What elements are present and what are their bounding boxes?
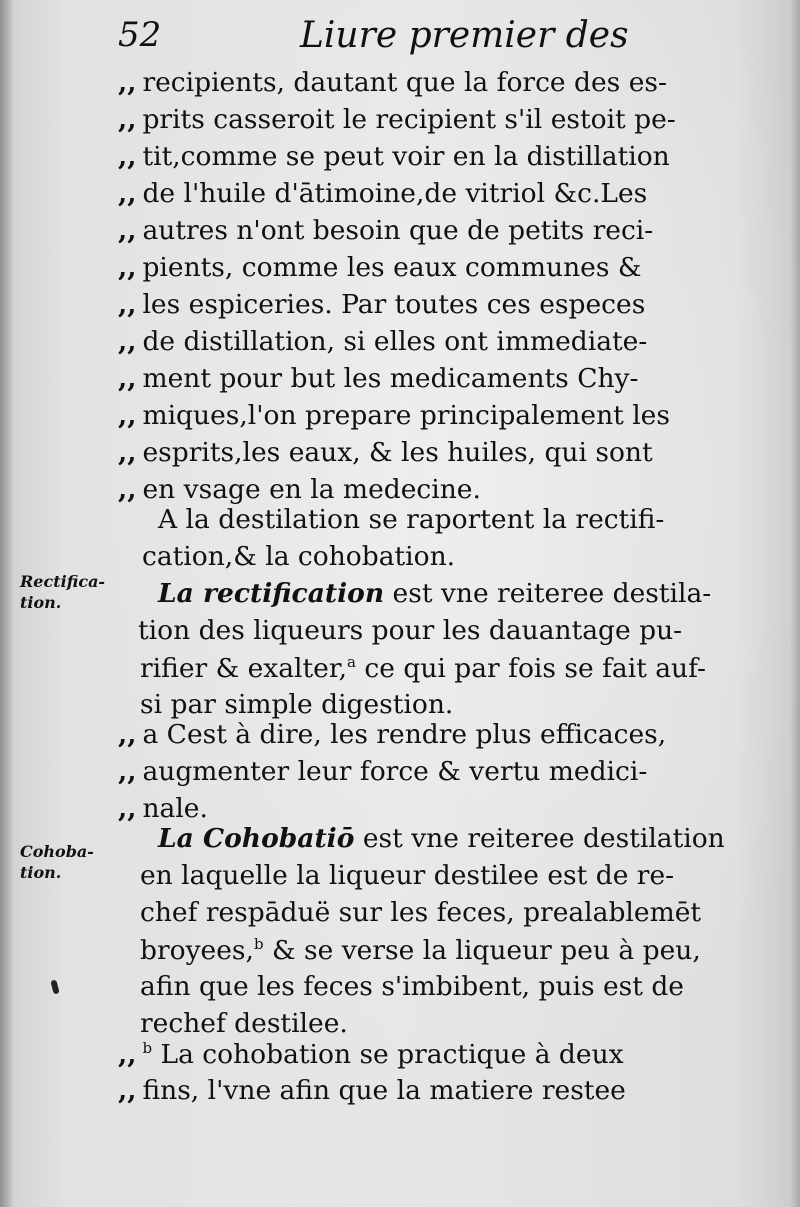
page-number: 52 <box>118 15 162 55</box>
text-line: en laquelle la liqueur destilee est de re- <box>140 860 675 891</box>
text-line: rifier & exalter,$^a$ ce qui par fois se fait auf- <box>140 652 706 684</box>
text-line: ,, augmenter leur force & vertu medici- <box>118 756 648 787</box>
text-line: ,, nale. <box>118 793 208 824</box>
margin-note-rectification: Rectifica- tion. <box>20 572 106 612</box>
text-line: A la destilation se raportent la rectifi- <box>158 504 665 535</box>
text-line: La rectification est vne reiteree destila- <box>158 578 712 609</box>
text-line: ,, a Cest à dire, les rendre plus efficaces, <box>118 719 667 750</box>
text-line: ,, pients, comme les eaux communes & <box>118 252 642 283</box>
text-line: ,, tit,comme se peut voir en la distillation <box>118 141 670 172</box>
text-line: ,, esprits,les eaux, & les huiles, qui sont <box>118 437 653 468</box>
text-line: ,, recipients, dautant que la force des es- <box>118 67 667 98</box>
running-head: Liure premier des <box>300 15 629 56</box>
text-line: ,, $^b$ La cohobation se practique à deux <box>118 1038 624 1070</box>
text-line: ,, ment pour but les medicaments Chy- <box>118 363 639 394</box>
text-line: tion des liqueurs pour les dauantage pu- <box>138 615 683 646</box>
text-line: chef respāduë sur les feces, prealablemēt <box>140 897 702 928</box>
page-edge-shadow-left <box>0 0 14 1207</box>
text-line: La Cohobatiō est vne reiteree destilation <box>158 823 725 854</box>
text-line: ,, les espiceries. Par toutes ces especes <box>118 289 646 320</box>
text-line: ,, en vsage en la medecine. <box>118 474 481 505</box>
text-line: rechef destilee. <box>140 1008 348 1039</box>
text-line: ,, prits casseroit le recipient s'il estoit pe- <box>118 104 676 135</box>
text-line: si par simple digestion. <box>140 689 454 720</box>
text-line: ,, fins, l'vne afin que la matiere restee <box>118 1075 626 1106</box>
text-line: afin que les feces s'imbibent, puis est de <box>140 971 684 1002</box>
text-line: ,, miques,l'on prepare principalement les <box>118 400 670 431</box>
body-text <box>118 67 725 1130</box>
text-line: ,, autres n'ont besoin que de petits reci- <box>118 215 654 246</box>
text-line: ,, de l'huile d'ātimoine,de vitriol &c.Les <box>118 178 648 209</box>
text-line: cation,& la cohobation. <box>142 541 456 572</box>
page-header <box>118 15 698 74</box>
page-edge-shadow-right <box>790 0 800 1207</box>
margin-note-cohobation: Cohoba- tion. <box>20 842 94 882</box>
ink-speck <box>50 979 59 994</box>
text-line: broyees,$^b$ & se verse la liqueur peu à peu, <box>140 934 701 966</box>
text-line: ,, de distillation, si elles ont immediate- <box>118 326 648 357</box>
